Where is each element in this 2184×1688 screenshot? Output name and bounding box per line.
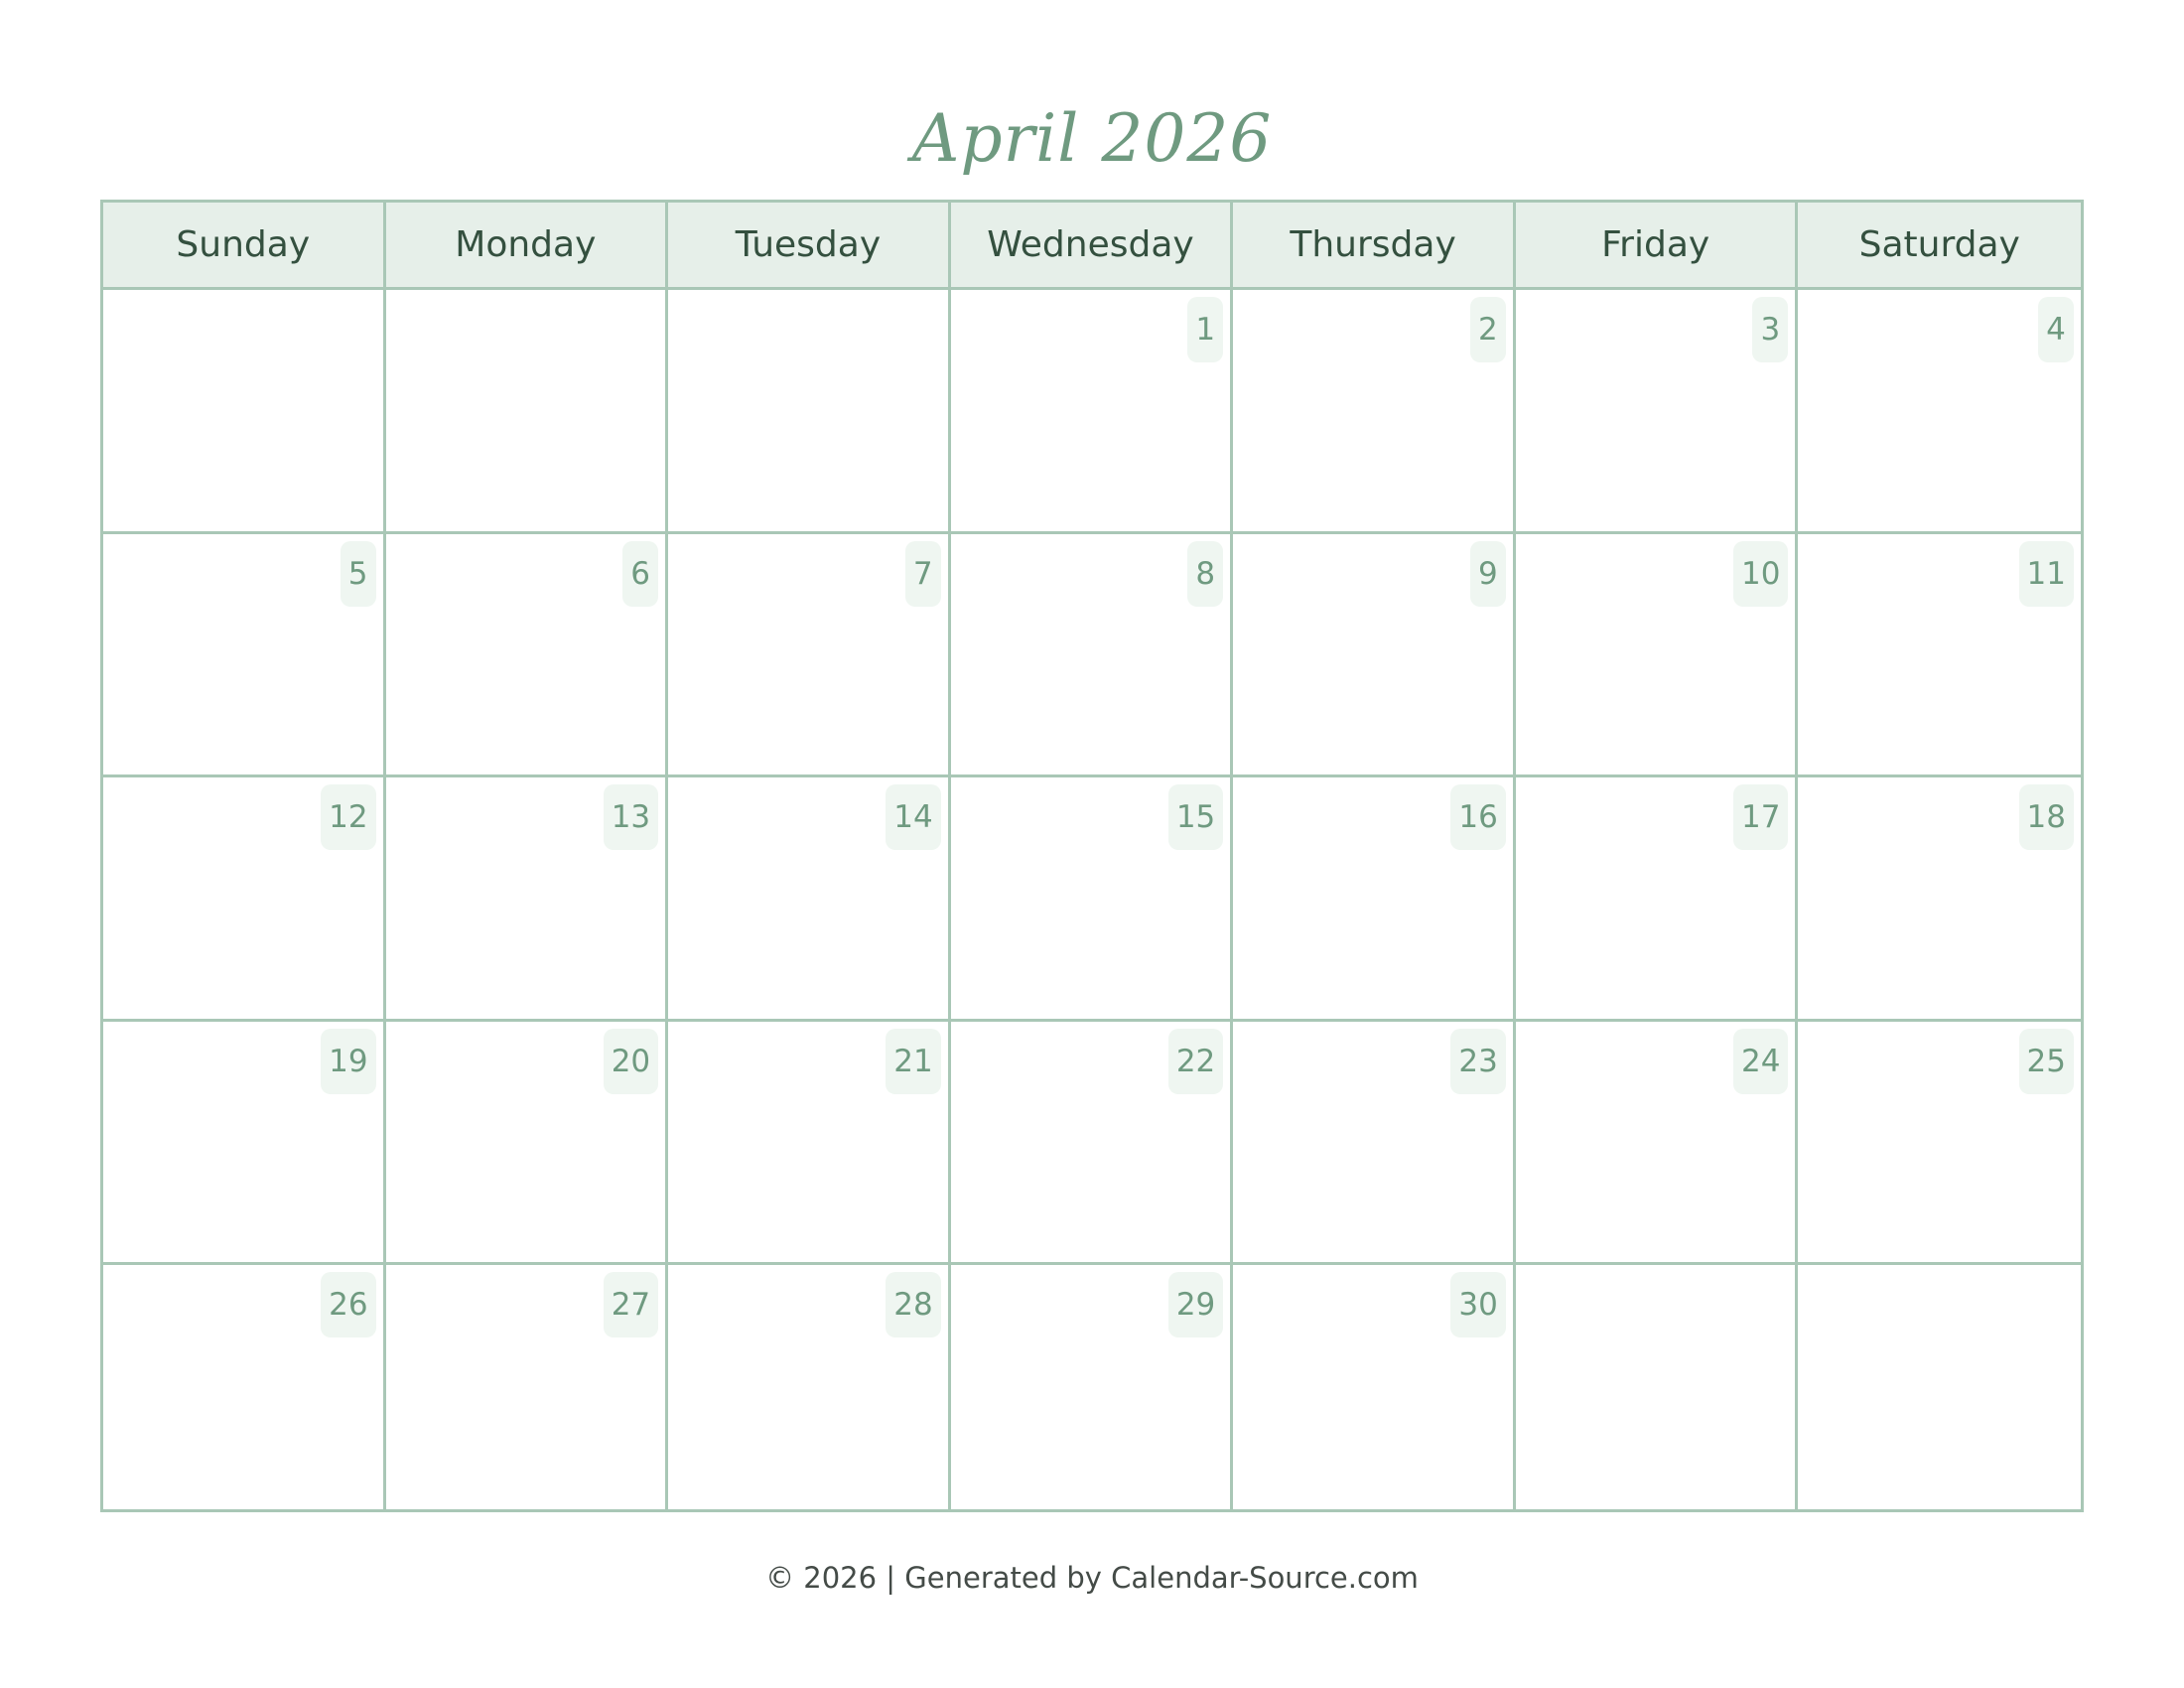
day-cell [951,1022,1234,1266]
day-number: 16 [1450,784,1505,850]
day-number: 20 [604,1029,658,1094]
day-cell [1233,777,1516,1022]
weekday-header-friday: Friday [1516,203,1799,290]
day-cell [1233,534,1516,778]
day-cell [951,534,1234,778]
day-number: 27 [604,1272,658,1337]
day-cell [1798,534,2081,778]
day-number: 11 [2019,541,2074,607]
day-cell [668,534,951,778]
day-number: 7 [905,541,941,607]
day-number: 19 [321,1029,375,1094]
day-number: 17 [1733,784,1788,850]
day-number: 15 [1168,784,1223,850]
day-number: 13 [604,784,658,850]
day-cell [1798,290,2081,534]
weekday-header-tuesday: Tuesday [668,203,951,290]
weekday-header-sunday: Sunday [103,203,386,290]
day-cell [668,777,951,1022]
day-number: 24 [1733,1029,1788,1094]
day-cell [668,290,951,534]
day-number: 8 [1187,541,1223,607]
day-number: 4 [2038,297,2074,362]
day-cell [1516,290,1799,534]
day-cell [103,290,386,534]
day-cell [1798,1022,2081,1266]
day-number: 23 [1450,1029,1505,1094]
day-cell [386,534,669,778]
day-cell [386,777,669,1022]
day-cell [1798,777,2081,1022]
day-number: 10 [1733,541,1788,607]
day-number: 3 [1752,297,1788,362]
day-cell [386,1022,669,1266]
day-cell [951,777,1234,1022]
day-number: 12 [321,784,375,850]
day-cell [103,777,386,1022]
day-cell [1516,777,1799,1022]
weekday-header-thursday: Thursday [1233,203,1516,290]
day-number: 25 [2019,1029,2074,1094]
day-cell [1516,1022,1799,1266]
day-number: 1 [1187,297,1223,362]
calendar-grid [100,200,2084,1512]
day-cell [668,1265,951,1509]
day-cell [386,290,669,534]
footer-credit: © 2026 | Generated by Calendar-Source.com [765,1561,1419,1595]
day-cell [103,1022,386,1266]
day-cell [1516,534,1799,778]
weekday-header-monday: Monday [386,203,669,290]
day-number: 22 [1168,1029,1223,1094]
day-cell [1516,1265,1799,1509]
day-number: 18 [2019,784,2074,850]
day-number: 26 [321,1272,375,1337]
day-number: 2 [1470,297,1506,362]
weekday-header-saturday: Saturday [1798,203,2081,290]
day-cell [951,290,1234,534]
day-number: 28 [886,1272,940,1337]
day-number: 5 [341,541,376,607]
day-cell [668,1022,951,1266]
calendar-title: April 2026 [911,100,1273,177]
day-cell [1233,1265,1516,1509]
day-cell [103,534,386,778]
day-cell [386,1265,669,1509]
day-cell [1798,1265,2081,1509]
day-number: 21 [886,1029,940,1094]
day-cell [1233,290,1516,534]
day-number: 9 [1470,541,1506,607]
day-number: 29 [1168,1272,1223,1337]
day-cell [103,1265,386,1509]
day-cell [951,1265,1234,1509]
weekday-header-wednesday: Wednesday [951,203,1234,290]
day-cell [1233,1022,1516,1266]
day-number: 14 [886,784,940,850]
day-number: 30 [1450,1272,1505,1337]
day-number: 6 [622,541,658,607]
